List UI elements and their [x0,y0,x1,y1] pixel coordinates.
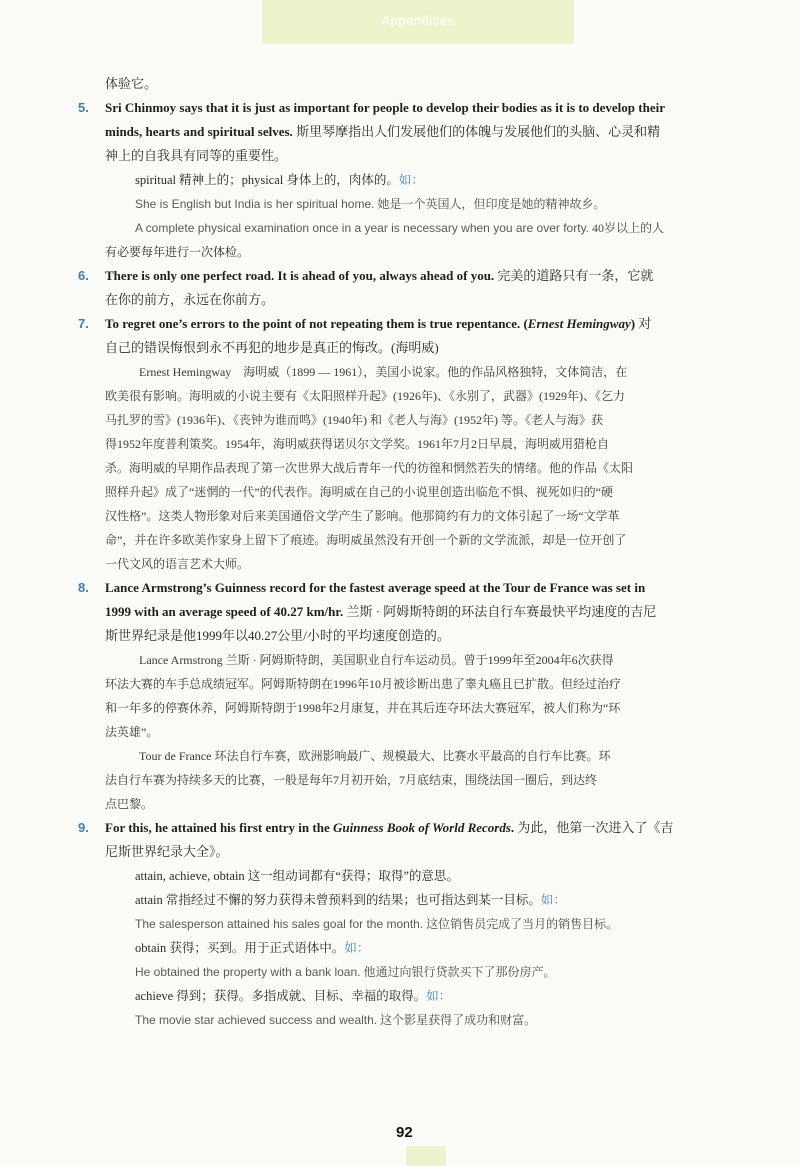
intro-line: 体验它。 [105,76,158,91]
chinese-translation: 兰斯 · 阿姆斯特朗的环法自行车赛最快平均速度的吉尼 [343,604,657,619]
chinese-translation-cont: 尼斯世界纪录大全》。 [105,844,229,859]
chinese-translation: 斯里琴摩指出人们发展他们的体魄与发展他们的头脑、心灵和精 [292,124,661,139]
vocab-note: attain, achieve, obtain 这一组动词都有“获得；取得”的意思。 [135,869,459,883]
english-sentence-cont: minds, hearts and spiritual selves. [105,124,293,139]
example-sentence: A complete physical examination once in a year is necessary when you are over forty. 40岁以上的人 [135,221,665,235]
background-note: Lance Armstrong 兰斯 · 阿姆斯特朗，美国职业自行车运动员。曾于1999年至2004年6次获得 环法大赛的车手总成绩冠军。阿姆斯特朗在1996年10月被诊断出患了睾丸癌且已扩散。但经过治疗 和一年多的停赛休养，阿姆斯特朗于1998年2月康复，并在其后连夺环法大赛冠军，被人们称为“环 法英雄”。 Tour de France 环法自行车赛，欧洲影响最广、规模最大、比赛水平最高的自行车比赛。环 法自行车赛为持续多天的比赛，一般是每年7月初开始，7月底结束，围绕法国一圈后，到达终 点巴黎。 [105,653,622,811]
list-item-5 [78,96,768,168]
example-sentence: She is English but India is her spiritual home. 她是一个英国人，但印度是她的精神故乡。 [135,197,606,211]
vocab-note: achieve 得到；获得。多指成就、目标、幸福的取得。如： [135,989,452,1003]
vocab-note: attain 常指经过不懈的努力获得未曾预料到的结果；也可指达到某一目标。如： [135,893,566,907]
chinese-translation-cont: 在你的前方，永远在你前方。 [105,292,275,307]
item-number: 9. [78,820,89,835]
example-sentence: The salesperson attained his sales goal for the month. 这位销售员完成了当月的销售目标。 [135,917,619,931]
item-number: 6. [78,268,89,283]
item-number: 5. [78,100,89,115]
page-content [78,72,768,1032]
list-item-6 [78,264,768,312]
chinese-translation: 完美的道路只有一条，它就 [494,268,654,283]
example-sentence: He obtained the property with a bank loan. 他通过向银行贷款买下了那份房产。 [135,965,556,979]
english-sentence: There is only one perfect road. It is ahead of you, always ahead of you. [105,268,495,283]
background-note: Ernest Hemingway 海明威（1899 — 1961），美国小说家。他的作品风格独特，文体简洁，在 欧美很有影响。海明威的小说主要有《太阳照样升起》(1926年)、《永别了，武器》(1929年)、《乞力 马扎罗的雪》(1936年)、《丧钟为谁而鸣》(1940年) 和《老人与海》(1952年) 等。《老人与海》获 得1952年度普利策奖。1954年，海明威获得诺贝尔文学奖。1961年7月2日早晨，海明威用猎枪自 杀。海明威的早期作品表现了第一次世界大战后青年一代的彷徨和惘然若失的情绪。他的作品《太阳 照样升起》成了“迷惘的一代”的代表作。海明威在自己的小说里创造出临危不惧、视死如归的“硬 汉性格”。这类人物形象对后来美国通俗文学产生了影响。他那简约有力的文体引起了一场“文学革 命”，并在许多欧美作家身上留下了痕迹。海明威虽然没有开创一个新的文学流派，却是一位开创了 一代文风的语言艺术大师。 [105,365,634,571]
english-sentence: To regret one’s errors to the point of not repeating them is true repentance. ( [105,316,528,331]
english-sentence: For this, he attained his first entry in the [105,820,333,835]
chinese-translation-cont: 斯世界纪录是他1999年以40.27公里/小时的平均速度创造的。 [105,628,450,643]
list-item-7: 7. To regret one’s errors to the point of not repeating them is true repentance. (Ernest Hemingway) 对 自己的错误悔恨到永不再犯的地步是真正的悔改。(海明威) [78,312,768,360]
vocab-note: spiritual 精神上的；physical 身体上的，肉体的。如： [135,173,424,187]
chinese-translation: 为此，他第一次进入了《吉 [514,820,674,835]
chinese-translation-cont: 神上的自我具有同等的重要性。 [105,148,288,163]
example-sentence: The movie star achieved success and wealth. 这个影星获得了成功和财富。 [135,1013,537,1027]
list-item-9: 9. For this, he attained his first entry in the Guinness Book of World Records. 为此，他第一次进入了《吉 尼斯世界纪录大全》。 [78,816,768,864]
english-sentence-cont: 1999 with an average speed of 40.27 km/hr. [105,604,344,619]
chinese-translation: 对 [635,316,652,331]
english-sentence: Lance Armstrong’s Guinness record for the fastest average speed at the Tour de France was set in [105,580,646,595]
page-header-tab [262,0,574,44]
footer-tab [406,1146,446,1166]
english-sentence: Sri Chinmoy says that it is just as important for people to develop their bodies as it is to develop their [105,100,665,115]
vocab-note: obtain 获得；买到。用于正式语体中。如： [135,941,370,955]
chinese-translation-cont: 自己的错误悔恨到永不再犯的地步是真正的悔改。(海明威) [105,340,439,355]
example-sentence-cont: 有必要每年进行一次体检。 [105,245,250,259]
item-number: 7. [78,316,89,331]
page-number: 92 [396,1124,413,1141]
book-title: Guinness Book of World Records [332,820,511,835]
section-title: Appendices [381,13,455,28]
list-item-8 [78,576,768,648]
author-name: Ernest Hemingway [527,316,631,331]
item-number: 8. [78,580,89,595]
